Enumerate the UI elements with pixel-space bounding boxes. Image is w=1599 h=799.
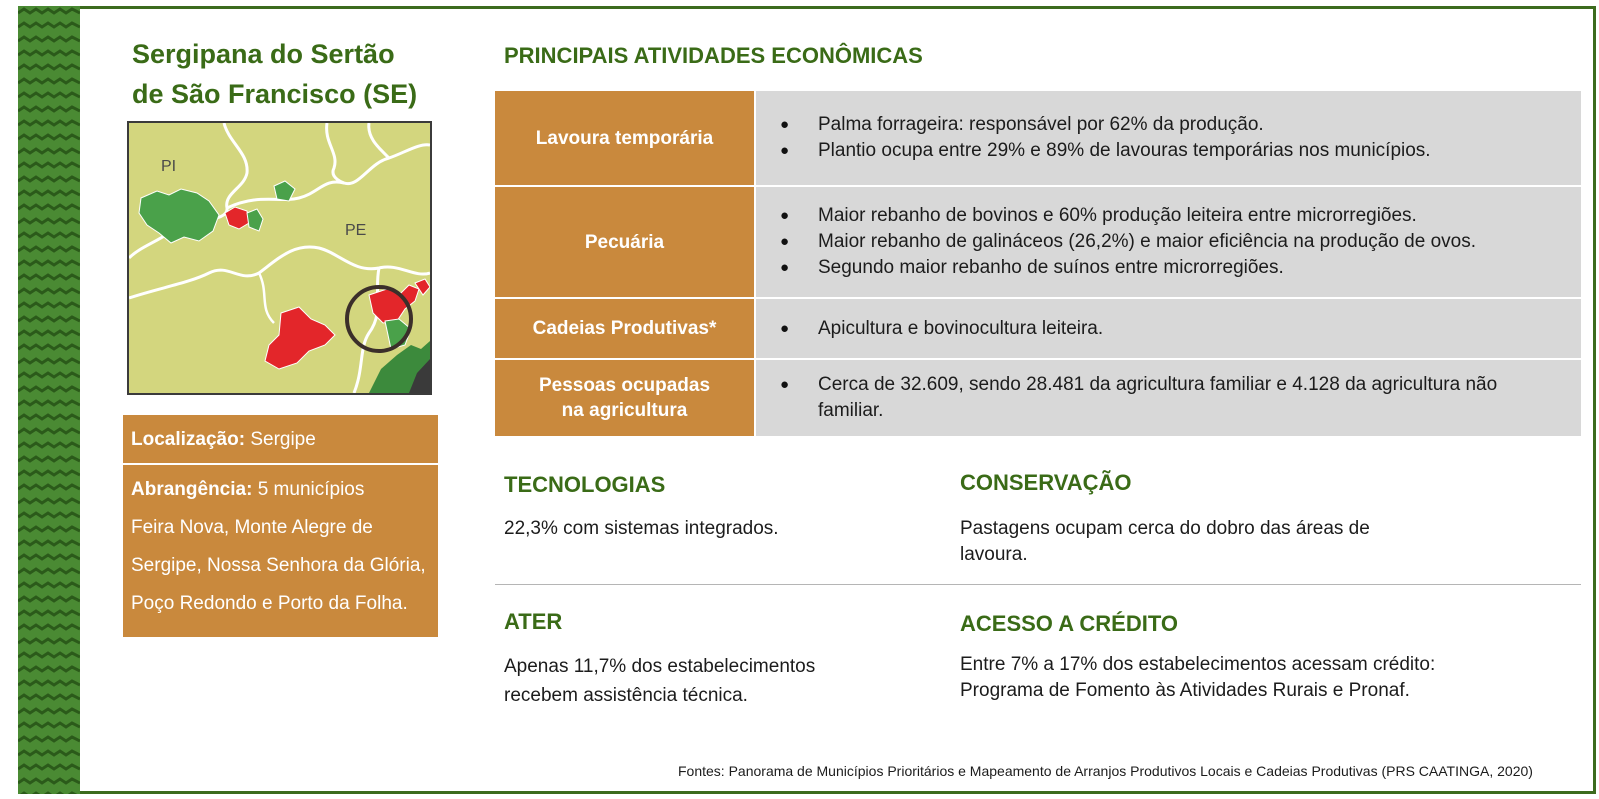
economy-row-label [495,360,756,436]
map-label-pi: PI [161,158,177,175]
location-value: Sergipe [250,429,316,450]
region-map [127,121,432,395]
decorative-side-strip [18,6,80,794]
map-label-pe: PE [345,222,367,239]
economy-row-cadeias [495,299,1581,360]
economy-row-label: Pecuária [495,187,756,297]
economy-title: PRINCIPAIS ATIVIDADES ECONÔMICAS [504,43,923,68]
economy-row-content [756,299,1581,358]
conservacao-text: Pastagens ocupam cerca do dobro das áreas de lavoura. [960,518,1370,565]
region-title-line1: Sergipana do Sertão [132,39,395,69]
location-row [123,415,438,465]
economy-bullet: ● Maior rebanho de bovinos e 60% produção leiteira entre microrregiões. [780,203,1561,229]
economy-row-lavoura [495,91,1581,187]
economy-row-content [756,360,1581,436]
location-label: Localização: [131,429,246,450]
credito-title: ACESSO A CRÉDITO [960,611,1178,636]
tecnologias-title: TECNOLOGIAS [504,472,666,497]
economy-bullet: ● Cerca de 32.609, sendo 28.481 da agricultura familiar e 4.128 da agricultura não familiar. [780,372,1561,424]
ater-title: ATER [504,609,563,634]
economy-row-label: Cadeias Produtivas* [495,299,756,358]
region-title [132,34,452,114]
ater-text: Apenas 11,7% dos estabelecimentos recebem assistência técnica. [504,656,816,706]
sources-footnote: Fontes: Panorama de Municípios Prioritários e Mapeamento de Arranjos Produtivos Locais e Cadeias Produtivas (PRS CAATINGA, 2020) [678,763,1533,779]
economy-table [495,91,1581,436]
section-divider [495,584,1581,585]
economy-bullet: ● Segundo maior rebanho de suínos entre microrregiões. [780,255,1561,281]
economy-row-label-line1: Pessoas ocupadas [538,375,711,396]
municipalities-list: Feira Nova, Monte Alegre de Sergipe, Nossa Senhora da Glória, Poço Redondo e Porto da Folha. [131,517,426,614]
economy-row-content [756,91,1581,185]
economy-bullet: ● Maior rebanho de galináceos (26,2%) e maior eficiência na produção de ovos. [780,229,1561,255]
economy-bullet: ● Palma forrageira: responsável por 62% da produção. [780,112,1561,138]
economy-bullet: ● Plantio ocupa entre 29% e 89% de lavouras temporárias nos municípios. [780,138,1561,164]
coverage-row [123,465,438,637]
economy-row-label-line2: na agricultura [561,400,688,421]
economy-row-content [756,187,1581,297]
info-box [123,415,438,637]
credito-text: Entre 7% a 17% dos estabelecimentos acessam crédito: Programa de Fomento às Atividades Rurais e Pronaf. [960,654,1436,701]
conservacao-title: CONSERVAÇÃO [960,470,1132,495]
region-title-line2: de São Francisco (SE) [132,79,418,109]
tecnologias-text: 22,3% com sistemas integrados. [504,518,779,539]
economy-row-label: Lavoura temporária [495,91,756,185]
economy-row-pessoas [495,360,1581,436]
coverage-label: Abrangência: [131,479,253,500]
coverage-value: 5 municípios [257,479,365,500]
economy-bullet: ● Apicultura e bovinocultura leiteira. [780,316,1561,342]
economy-row-pecuaria [495,187,1581,299]
